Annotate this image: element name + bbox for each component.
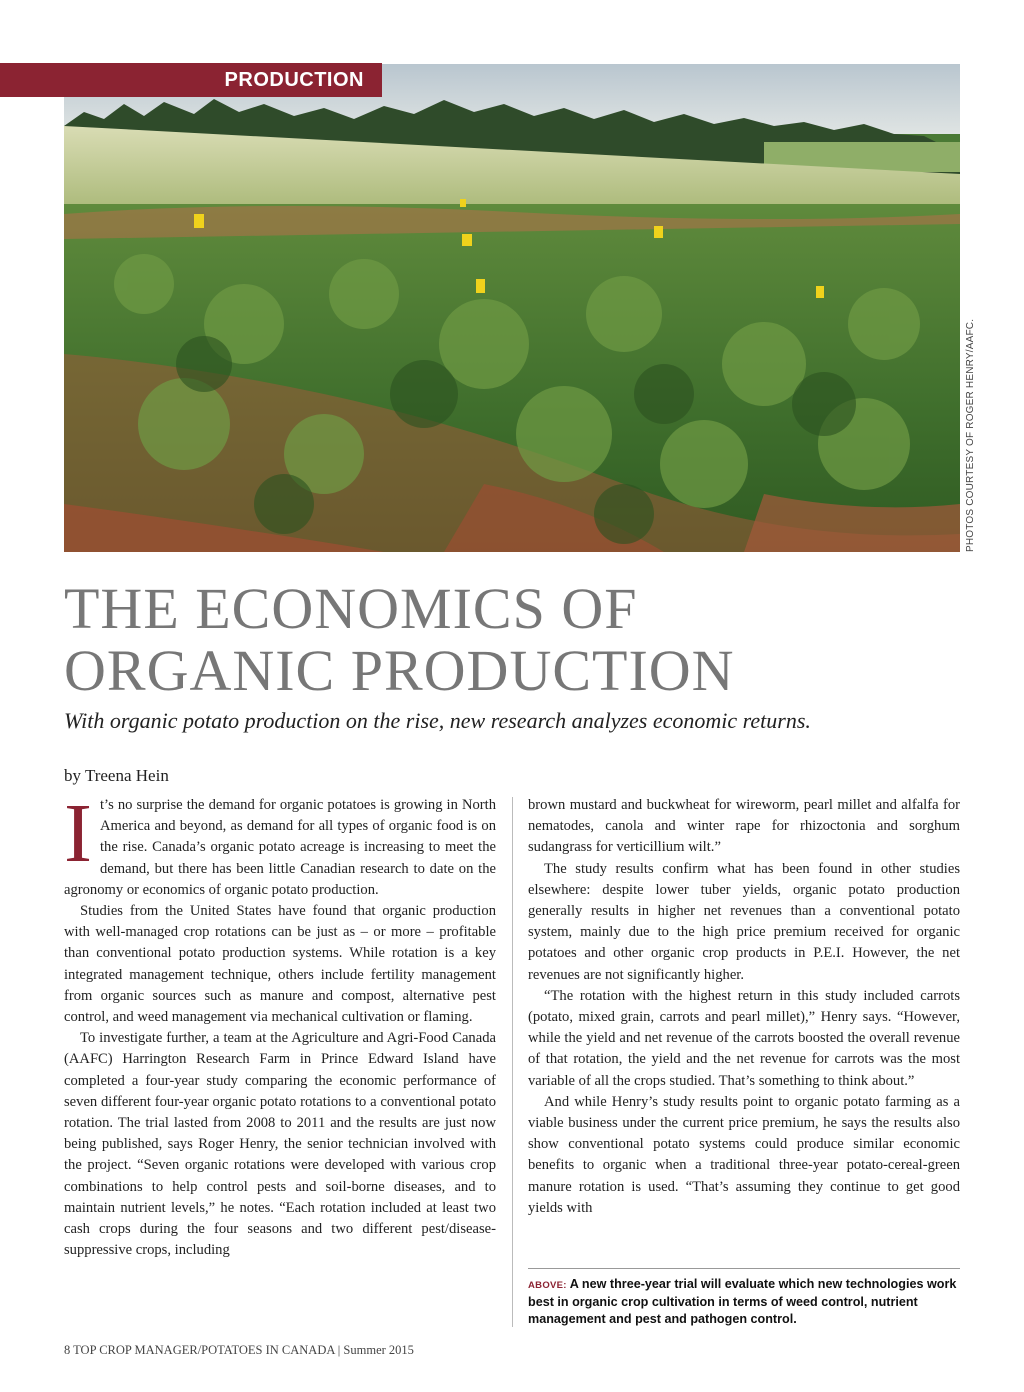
left-column bbox=[64, 787, 496, 1261]
photo-credit: PHOTOS COURTESY OF ROGER HENRY/AAFC. bbox=[965, 318, 976, 552]
caption-lead: ABOVE: bbox=[528, 1280, 567, 1291]
paragraph: The study results confirm what has been found in other studies elsewhere: despite lower tuber yields, organic potato production generally results in higher net revenues than a conventional potato system, mainly due to the high price premium received for organic potatoes and other organic crop products in P.E.I. However, the net revenues are not significantly higher. bbox=[528, 860, 960, 983]
potato-field-illustration bbox=[64, 64, 960, 552]
paragraph-text: t’s no surprise the demand for organic potatoes is growing in North America and beyond, as demand for all types of organic food is on the rise. Canada’s organic potato acreage is increasing to meet the demand, but there has been little Canadian research to date on the agronomy or economics of organic potato production. bbox=[64, 797, 496, 898]
byline: by Treena Hein bbox=[64, 766, 169, 785]
page-footer: 8 TOP CROP MANAGER/POTATOES IN CANADA | Summer 2015 bbox=[64, 1343, 414, 1357]
paragraph: Studies from the United States have found that organic production with well-managed crop rotations can be just as – or more – profitable than conventional potato production systems. While rotation is a key integrated management technique, others include fertility management from organic sources such as manure and compost, alternative pest control, and weed management via mechanical cultivation or flaming. bbox=[64, 903, 496, 1026]
drop-cap: I bbox=[64, 787, 92, 880]
article-deck: With organic potato production on the rise, new research analyzes economic returns. bbox=[64, 708, 811, 733]
field-photo bbox=[64, 64, 960, 552]
section-label: PRODUCTION bbox=[0, 63, 382, 97]
paragraph: To investigate further, a team at the Agriculture and Agri-Food Canada (AAFC) Harrington Research Farm in Prince Edward Island have completed a four-year study comparing the economic performance of seven different four-year organic potato rotations to a conventional potato rotation. The trial lasted from 2008 to 2011 and the results are just now being published, says Roger Henry, the senior technician involved with the project. “Seven organic rotations were developed with various crop combinations to help control pests and soil-borne diseases, and to maintain nutrient levels,” he notes. “Each rotation included at least two cash crops during the four seasons and two different pest/disease-suppressive crops, including bbox=[64, 1030, 496, 1259]
photo-caption bbox=[528, 1276, 960, 1328]
right-column bbox=[528, 795, 960, 1219]
headline-line-1: THE ECONOMICS OF bbox=[64, 576, 638, 641]
paragraph: “The rotation with the highest return in this study included carrots (potato, mixed grain, carrots and pearl millet),” Henry says. “However, while the yield and net revenue of the carrots boosted the overall revenue of that rotation, the yield and the net revenue for carrots was the most variable of all the crops studied. That’s something to think about.” bbox=[528, 987, 960, 1089]
paragraph: brown mustard and buckwheat for wireworm, pearl millet and alfalfa for nematodes, canola and winter rape for rhizoctonia and sorghum sudangrass for verticillium wilt.” bbox=[528, 797, 960, 856]
article-headline bbox=[64, 578, 964, 702]
caption-divider bbox=[528, 1268, 960, 1269]
paragraph: And while Henry’s study results point to organic potato farming as a viable business under the current price premium, he says the results also show conventional potato systems could produce similar economic benefits to organic when a traditional three-year potato-cereal-green manure rotation is used. “That’s assuming they continue to get good yields with bbox=[528, 1093, 960, 1216]
caption-text: A new three-year trial will evaluate which new technologies work best in organic crop cultivation in terms of weed control, nutrient management and pest and pathogen control. bbox=[528, 1277, 957, 1326]
paragraph bbox=[64, 787, 496, 901]
headline-line-2: ORGANIC PRODUCTION bbox=[64, 638, 735, 703]
column-divider bbox=[512, 797, 513, 1327]
